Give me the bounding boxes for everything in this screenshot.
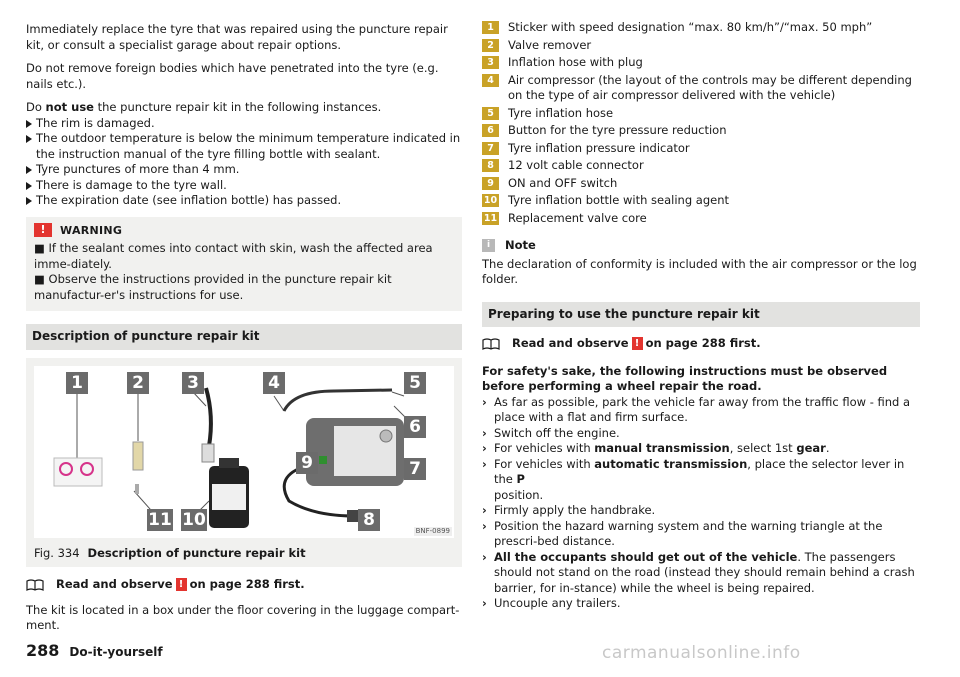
step-text: For vehicles with xyxy=(494,456,595,471)
intro-p3-post: the puncture repair kit in the following instances. xyxy=(93,100,382,114)
list-item xyxy=(482,141,920,157)
puncture-kit-illustration xyxy=(34,366,454,538)
step-bold: manual transmission xyxy=(594,441,730,455)
safety-intro: For safety's sake, the following instructions must be observed before performing a wheel repair the road. xyxy=(482,363,888,393)
step-text: Firmly apply the handbrake. xyxy=(494,503,656,517)
figure-code: BNF-0899 xyxy=(415,526,450,535)
intro-p3-bold: not use xyxy=(45,100,94,114)
component-label: ON and OFF switch xyxy=(508,175,618,190)
chevron-right-icon: › xyxy=(482,503,487,517)
kit-drawing xyxy=(34,366,454,538)
list-item xyxy=(482,55,920,71)
left-column xyxy=(26,22,462,634)
list-item xyxy=(482,123,920,139)
step-bold: All the occupants should get out of the vehicle xyxy=(494,549,798,564)
chevron-right-icon: › xyxy=(482,456,487,471)
list-item xyxy=(482,426,920,442)
warning-item: ■ Observe the instructions provided in the puncture repair kit manufactur-er's instructions for use. xyxy=(34,272,392,302)
list-item xyxy=(26,131,462,162)
callout-5: 5 xyxy=(404,372,426,394)
number-badge: 9 xyxy=(482,177,499,190)
triangle-bullet-icon xyxy=(26,197,32,205)
list-item xyxy=(482,457,920,504)
list-item xyxy=(482,73,920,104)
list-item xyxy=(26,178,462,194)
section-title-description: Description of puncture repair kit xyxy=(26,324,462,350)
step-bold: gear xyxy=(796,441,826,455)
info-icon: i xyxy=(482,239,495,252)
note-title: Note xyxy=(505,238,536,252)
triangle-bullet-icon xyxy=(26,182,32,190)
number-badge: 6 xyxy=(482,124,499,137)
component-label: Tyre inflation pressure indicator xyxy=(508,140,690,155)
intro-paragraph-2: Do not remove foreign bodies which have penetrated into the tyre (e.g. nails etc.). xyxy=(26,61,439,91)
callout-1: 1 xyxy=(66,372,88,394)
chevron-right-icon: › xyxy=(482,518,487,533)
right-column xyxy=(482,20,920,612)
number-badge: 1 xyxy=(482,21,499,34)
list-item xyxy=(482,158,920,174)
warning-icon: ! xyxy=(176,578,187,591)
read-observe-note xyxy=(26,577,462,593)
number-badge: 10 xyxy=(483,195,498,206)
number-badge: 2 xyxy=(482,39,499,52)
intro-paragraph-3 xyxy=(26,100,462,116)
section-title-preparing: Preparing to use the puncture repair kit xyxy=(482,302,920,328)
read-observe-pre: Read and observe xyxy=(56,577,173,591)
figure-number: Fig. 334 xyxy=(34,545,80,560)
chapter-title: Do-it-yourself xyxy=(69,645,163,659)
component-label: Air compressor (the layout of the controls may be different depending on the type of air compressor delivered with the vehicle) xyxy=(508,72,912,102)
list-item xyxy=(26,162,462,178)
callout-10: 10 xyxy=(182,509,206,530)
restriction-list xyxy=(26,116,462,209)
callout-4: 4 xyxy=(263,372,285,394)
number-badge: 5 xyxy=(482,107,499,120)
book-icon xyxy=(482,338,500,350)
bullet-text: The rim is damaged. xyxy=(36,115,155,130)
steps-list xyxy=(482,395,920,612)
list-item xyxy=(26,116,462,132)
number-badge: 11 xyxy=(483,212,498,224)
intro-paragraph-1: Immediately replace the tyre that was repaired using the puncture repair kit, or consult a specialist garage about repair options. xyxy=(26,22,448,52)
read-observe-pre: Read and observe xyxy=(512,336,629,350)
callout-6: 6 xyxy=(404,416,426,438)
chevron-right-icon: › xyxy=(482,441,487,455)
list-item xyxy=(482,20,920,36)
triangle-bullet-icon xyxy=(26,135,32,143)
bullet-text: There is damage to the tyre wall. xyxy=(36,177,227,192)
callout-8: 8 xyxy=(358,509,380,531)
step-text: Position the hazard warning system and the warning triangle at the prescri-bed distance. xyxy=(494,518,883,548)
callout-2: 2 xyxy=(127,372,149,394)
component-label: Inflation hose with plug xyxy=(508,55,643,69)
step-text: As far as possible, park the vehicle far away from the traffic flow - find a place with a flat and firm surface. xyxy=(494,394,911,424)
page-number: 288 xyxy=(26,641,60,660)
component-label: Valve remover xyxy=(508,37,592,52)
component-label: 12 volt cable connector xyxy=(508,158,644,172)
chevron-right-icon: › xyxy=(482,425,487,440)
warning-header xyxy=(34,223,454,239)
page-footer xyxy=(26,643,163,661)
component-label: Button for the tyre pressure reduction xyxy=(508,123,727,137)
number-badge: 4 xyxy=(482,74,499,87)
read-observe-note xyxy=(482,336,920,352)
step-text: Uncouple any trailers. xyxy=(494,596,621,610)
step-text: position. xyxy=(494,487,544,502)
bullet-text: Tyre punctures of more than 4 mm. xyxy=(36,162,240,176)
number-badge: 8 xyxy=(482,159,499,172)
list-item xyxy=(482,176,920,192)
chevron-right-icon: › xyxy=(482,394,487,409)
callout-9: 9 xyxy=(296,452,318,474)
figure-caption xyxy=(34,546,454,562)
number-badge: 3 xyxy=(482,56,499,69)
figure-title: Description of puncture repair kit xyxy=(87,545,306,560)
read-observe-link[interactable]: on page 288 first. xyxy=(645,336,761,350)
warning-title: WARNING xyxy=(60,223,123,237)
step-text: For vehicles with xyxy=(494,441,595,455)
component-label: Replacement valve core xyxy=(508,210,647,225)
triangle-bullet-icon xyxy=(26,120,32,128)
note-text: The declaration of conformity is included with the air compressor or the log folder. xyxy=(482,256,917,286)
list-item xyxy=(482,596,920,612)
book-icon xyxy=(26,579,44,591)
number-badge: 7 xyxy=(482,142,499,155)
component-label: Sticker with speed designation “max. 80 km/h”/“max. 50 mph” xyxy=(508,20,873,34)
callout-11: 11 xyxy=(148,509,172,530)
component-list xyxy=(482,20,920,226)
note-header xyxy=(482,238,920,254)
list-item xyxy=(482,503,920,519)
step-text: . The passengers should not stand on the road (instead they should remain behind a crash barrier, for in-stance) while the wheel is being repaired. xyxy=(494,549,915,595)
list-item xyxy=(482,550,920,597)
step-text: . xyxy=(825,441,830,455)
component-label: Tyre inflation bottle with sealing agent xyxy=(508,193,730,207)
list-item xyxy=(482,38,920,54)
list-item xyxy=(482,193,920,209)
kit-location-text: The kit is located in a box under the floor covering in the luggage compart-ment. xyxy=(26,602,460,632)
bullet-text: The expiration date (see inflation bottle) has passed. xyxy=(36,193,342,207)
callout-7: 7 xyxy=(404,458,426,480)
list-item xyxy=(482,106,920,122)
callout-3: 3 xyxy=(182,372,204,394)
warning-item: ■ If the sealant comes into contact with skin, wash the affected area imme-diately. xyxy=(34,241,433,271)
component-label: Tyre inflation hose xyxy=(508,105,614,120)
step-bold: automatic transmission xyxy=(594,456,748,471)
step-text: , place the selector lever in the xyxy=(494,456,905,486)
list-item xyxy=(482,395,920,426)
figure-334 xyxy=(26,358,462,568)
step-bold: P xyxy=(516,472,525,486)
intro-p3-pre: Do xyxy=(26,100,46,114)
warning-icon: ! xyxy=(34,223,52,237)
triangle-bullet-icon xyxy=(26,166,32,174)
list-item xyxy=(482,211,920,227)
chevron-right-icon: › xyxy=(482,549,487,564)
step-text: Switch off the engine. xyxy=(494,425,620,440)
bullet-text: The outdoor temperature is below the minimum temperature indicated in the instruction manual of the tyre filling bottle with sealant. xyxy=(36,131,461,161)
warning-box xyxy=(26,217,462,312)
list-item xyxy=(26,193,462,209)
watermark: carmanualsonline.info xyxy=(602,643,801,663)
list-item xyxy=(482,441,920,457)
warning-icon: ! xyxy=(632,337,643,350)
step-text: , select 1st xyxy=(729,441,797,455)
list-item xyxy=(482,519,920,550)
read-observe-link[interactable]: on page 288 first. xyxy=(189,577,305,591)
chevron-right-icon: › xyxy=(482,596,487,610)
